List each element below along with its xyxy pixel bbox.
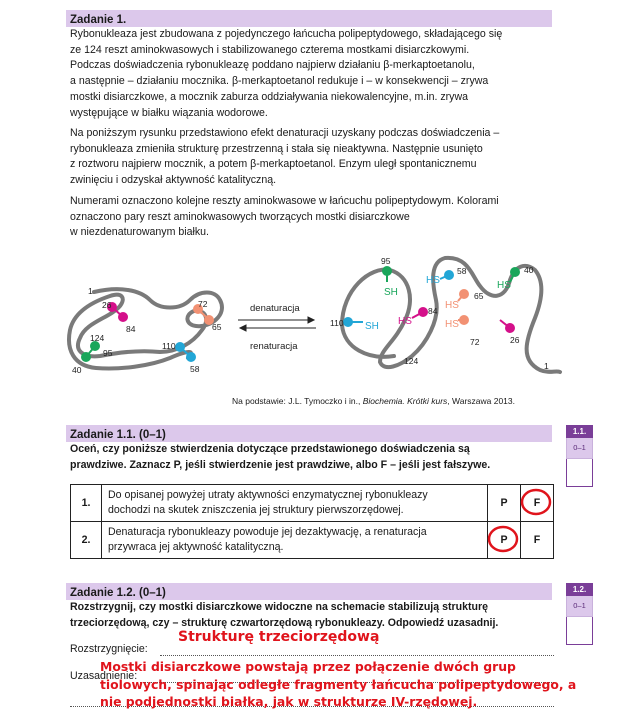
native-residue-58 xyxy=(186,352,196,362)
denatured-label: 84 xyxy=(428,306,438,316)
native-label: 58 xyxy=(190,364,200,374)
native-label: 95 xyxy=(103,348,113,358)
native-label: 1 xyxy=(88,286,93,296)
intro-line: występujące w białku wiązania wodorowe. xyxy=(70,106,268,119)
native-label: 40 xyxy=(72,365,82,375)
handwritten-line: nie podjednostki białka, jak w strukturze IV-rzędowej. xyxy=(100,694,478,709)
native-residue-110 xyxy=(175,342,185,352)
intro-line: Podczas doświadczenia rybonukleazę poddano najpierw działaniu β-merkaptoetanolu, xyxy=(70,59,475,72)
handwritten-line: tiolowych, spinając odległe fragmenty łańcucha polipeptydowego, a xyxy=(100,676,577,692)
native-residue-84 xyxy=(118,312,128,322)
q12-instruction xyxy=(70,600,554,631)
answer-circle xyxy=(486,524,520,554)
native-label: 84 xyxy=(126,324,136,334)
table-row xyxy=(71,522,554,559)
q11-instruction-line: Oceń, czy poniższe stwierdzenia dotyczące przedstawionego doświadczenia są xyxy=(70,443,470,455)
row-number: 1. xyxy=(71,485,102,522)
task-paragraph-2 xyxy=(70,126,554,189)
para3-line: Numerami oznaczono kolejne reszty aminokwasowe w łańcuchu polipeptydowym. Kolorami xyxy=(70,195,499,207)
native-label: 110 xyxy=(162,341,176,351)
decision-line[interactable] xyxy=(160,655,554,656)
denatured-label: 110 xyxy=(330,318,344,328)
arrow-renaturation-label: renaturacja xyxy=(250,341,298,352)
statement-text: Do opisanej powyżej utraty aktywności enzymatycznej rybonukleazy dochodzi na skutek zniszczenia jej struktury pierwszorzędowej. xyxy=(102,485,488,522)
denatured-label: HS xyxy=(445,300,459,311)
statement-text: Denaturacja rybonukleazy powoduje jej dezaktywację, a renaturacja przywraca jej aktywność katalityczną. xyxy=(102,522,488,559)
q11-instruction-line: prawdziwe. Zaznacz P, jeśli stwierdzenie jest prawdziwe, albo F – jeśli jest fałszywe. xyxy=(70,458,491,471)
q12-score-box xyxy=(566,583,593,645)
task-paragraph-3 xyxy=(70,194,554,241)
row-number: 2. xyxy=(71,522,102,559)
intro-line: mostki disiarczkowe, a mocznik zaburza oddziaływania niekowalencyjne, m.in. zrywa xyxy=(70,90,469,103)
task-title-bar xyxy=(66,10,552,27)
intro-line: Rybonukleaza jest zbudowana z pojedynczego łańcucha polipeptydowego, składającego się xyxy=(70,28,503,40)
q12-instruction-line: Rozstrzygnij, czy mostki disiarczkowe widoczne na schemacie stabilizują strukturę xyxy=(70,601,488,613)
table-row xyxy=(71,485,554,522)
answer-p[interactable]: P xyxy=(488,522,521,559)
denatured-label: 65 xyxy=(474,291,484,301)
decision-label: Rozstrzygnięcie: xyxy=(70,643,148,655)
intro-line: a następnie – działaniu mocznika. β-merkaptoetanol redukuje i – w konsekwencji – zrywa xyxy=(70,75,489,88)
intro-line: ze 124 reszt aminokwasowych i stabilizowanego czterema mostkami disiarczkowymi. xyxy=(70,43,470,56)
true-false-table xyxy=(70,484,554,559)
denatured-label: HS xyxy=(426,275,440,286)
native-label: 124 xyxy=(90,333,105,343)
native-label: 26 xyxy=(102,300,112,310)
q11-side-points: 0–1 xyxy=(566,438,593,459)
task-intro xyxy=(70,27,554,121)
denatured-label: 124 xyxy=(404,356,419,366)
para2-line: z roztworu najpierw mocznik, a potem β-merkaptoetanol. Enzym uległ spontanicznemu xyxy=(70,158,477,171)
answer-p[interactable]: P xyxy=(488,485,521,522)
q12-side-points: 0–1 xyxy=(566,596,593,617)
native-label: 72 xyxy=(198,299,208,309)
para3-line: oznaczono pary reszt aminokwasowych tworzących mostki disiarczkowe xyxy=(70,210,410,223)
task-title: Zadanie 1. xyxy=(70,14,127,26)
denatured-label: HS xyxy=(445,319,459,330)
denatured-label: HS xyxy=(497,280,511,291)
q12-score-field[interactable] xyxy=(566,617,593,645)
figure-source: Na podstawie: J.L. Tymoczko i in., Biochemia. Krótki kurs, Warszawa 2013. xyxy=(232,396,515,406)
para2-line: rybonukleaza zmieniła strukturę przestrzenną i stała się nieaktywna. Następnie usunięto xyxy=(70,142,483,155)
native-label: 65 xyxy=(212,322,222,332)
denatured-label: SH xyxy=(365,321,379,332)
answer-f[interactable]: F xyxy=(521,522,554,559)
q11-side-label: 1.1. xyxy=(566,425,593,438)
handwritten-justification xyxy=(100,658,576,711)
native-residue-40 xyxy=(81,352,91,362)
handwritten-line: Mostki disiarczkowe powstają przez połączenie dwóch grup xyxy=(100,659,516,674)
answer-f[interactable]: F xyxy=(521,485,554,522)
arrow-denaturation-label: denaturacja xyxy=(250,303,300,314)
q12-side-label: 1.2. xyxy=(566,583,593,596)
denatured-label: 26 xyxy=(510,335,520,345)
q11-title-bar xyxy=(66,425,552,442)
denatured-label: HS xyxy=(398,316,412,327)
q12-title: Zadanie 1.2. (0–1) xyxy=(70,587,166,599)
para3-line: w niezdenaturowanym białku. xyxy=(70,226,209,239)
handwritten-decision: Strukturę trzeciorzędową xyxy=(178,629,380,645)
denatured-label: SH xyxy=(384,287,398,298)
q12-title-bar xyxy=(66,583,552,600)
q11-score-field[interactable] xyxy=(566,459,593,487)
q11-score-box xyxy=(566,425,593,487)
justification-label: Uzasadnienie: xyxy=(70,670,138,682)
para2-line: Na poniższym rysunku przedstawiono efekt denaturacji uzyskany podczas doświadczenia – xyxy=(70,127,500,139)
denatured-label: 72 xyxy=(470,337,480,347)
q12-instruction-line: trzeciorzędową, czy – strukturę czwartorzędową rybonukleazy. Odpowiedź uzasadnij. xyxy=(70,616,499,629)
answer-circle xyxy=(519,487,553,517)
denatured-label: 95 xyxy=(381,256,391,266)
denatured-label: 40 xyxy=(524,265,534,275)
para2-line: zwinięciu i odzyskał aktywność katalityczną. xyxy=(70,174,277,187)
q11-instruction xyxy=(70,442,554,473)
denatured-label: 1 xyxy=(544,361,549,371)
denatured-label: 58 xyxy=(457,266,467,276)
q11-title: Zadanie 1.1. (0–1) xyxy=(70,429,166,441)
ribonuclease-figure xyxy=(0,245,621,395)
